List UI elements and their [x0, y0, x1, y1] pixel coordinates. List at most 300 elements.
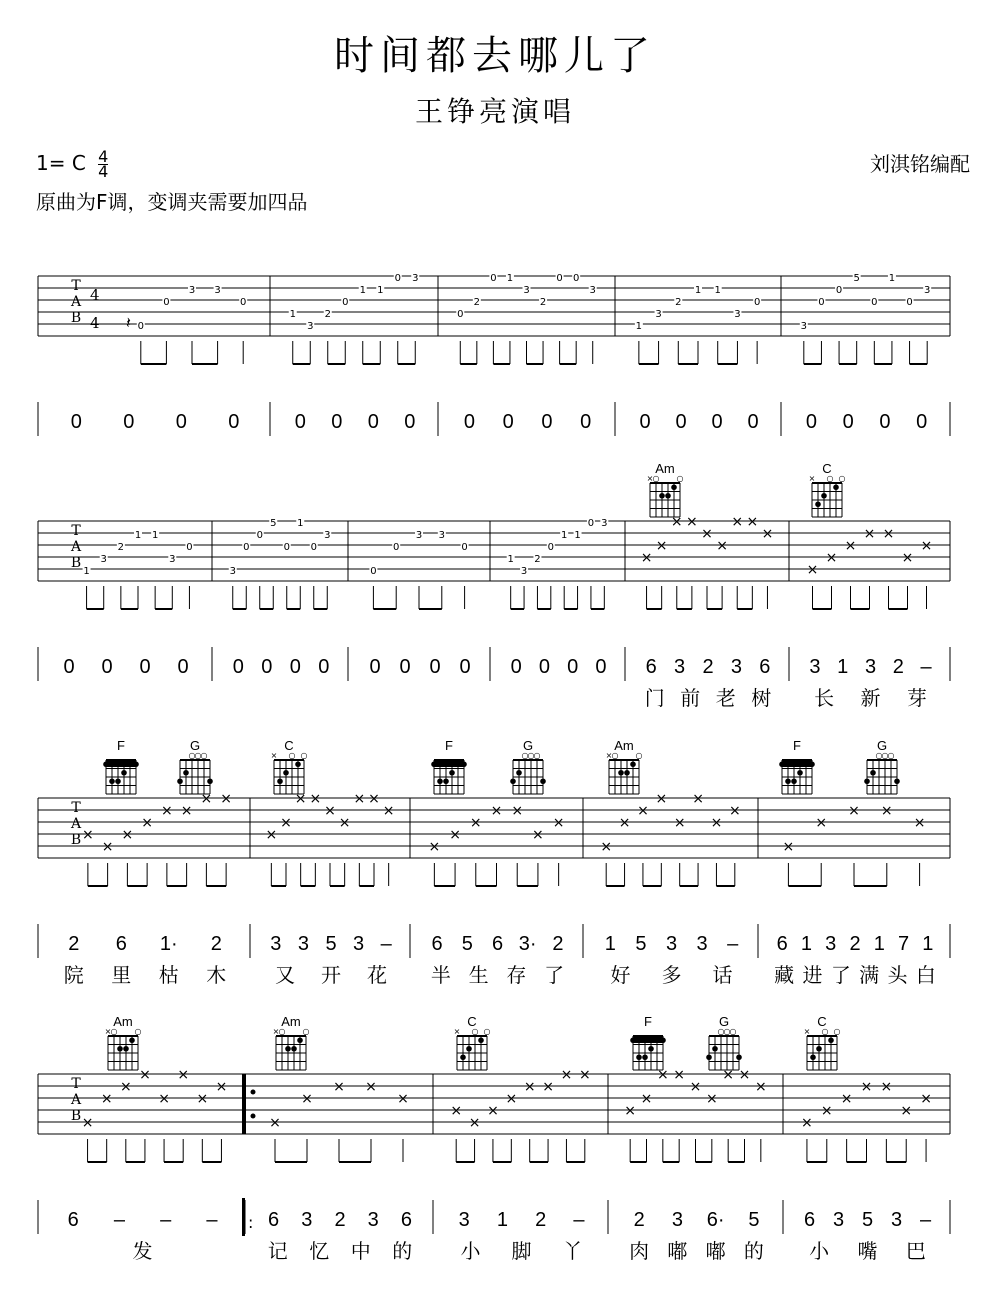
repeat-jianpu-dots: :: [248, 1213, 254, 1232]
jianpu-note: 0: [639, 411, 651, 433]
tab-clef-letter: A: [70, 816, 82, 832]
tab-x-note: ×: [280, 815, 292, 831]
tab-x-note: ×: [397, 1091, 409, 1107]
jianpu-note: 0: [261, 656, 273, 678]
tab-x-note: ×: [722, 1067, 735, 1083]
chord-diagram-am: [606, 738, 643, 794]
tab-fret-number: 0: [547, 542, 554, 553]
mute-mark: ×: [605, 751, 613, 760]
open-mark: ○: [134, 1027, 142, 1036]
jianpu-note: 0: [463, 411, 475, 433]
lyric-char: 新: [860, 686, 881, 710]
tab-clef-letter: T: [71, 800, 81, 816]
jianpu-note: 1: [604, 933, 616, 955]
lyric-char: 老: [715, 686, 736, 710]
tab-fret-number: 3: [438, 530, 445, 541]
repeat-dot: [251, 1114, 256, 1119]
tab-x-note: ×: [365, 1079, 377, 1095]
chord-name: G: [876, 738, 888, 753]
tab-fret-number: 0: [240, 297, 247, 308]
jianpu-note: 0: [916, 411, 928, 433]
tab-fret-number: 3: [307, 321, 314, 332]
lyric-char: 头: [887, 963, 908, 987]
lyric-char: 发: [132, 1239, 153, 1263]
finger-dot: [109, 778, 115, 784]
jianpu-note: 2: [702, 656, 714, 678]
tab-x-note: ×: [689, 1079, 702, 1095]
jianpu-note: 3: [353, 933, 365, 955]
jianpu-note: 6: [400, 1209, 412, 1231]
chord-diagram-f: [103, 738, 139, 794]
jianpu-note: 0: [459, 656, 471, 678]
finger-dot: [659, 493, 665, 499]
open-mark: ○: [723, 1027, 731, 1036]
open-mark: ○: [278, 1027, 286, 1036]
jianpu-note: 2: [334, 1209, 346, 1231]
tab-x-note: ×: [900, 1103, 913, 1119]
lyric-char: 嘴: [857, 1239, 878, 1263]
lyric-char: 芽: [906, 686, 927, 710]
mute-mark: ×: [453, 1027, 461, 1036]
tab-fret-number: 0: [243, 542, 250, 553]
tab-fret-number: 3: [324, 530, 331, 541]
jianpu-note: –: [160, 1209, 172, 1231]
tab-clef-letter: T: [71, 523, 81, 539]
tab-x-note: ×: [692, 791, 704, 807]
finger-dot: [618, 770, 624, 776]
finger-dot: [123, 1046, 129, 1052]
lyric-char: 了: [544, 963, 565, 987]
lyric-char: 话: [712, 963, 733, 987]
tab-fret-number: 3: [589, 285, 596, 296]
repeat-jianpu-line: [242, 1198, 245, 1236]
system-1: [38, 273, 950, 436]
jianpu-note: 2: [552, 933, 564, 955]
tab-fret-number: 0: [342, 297, 349, 308]
jianpu-note: 2: [633, 1209, 645, 1231]
open-mark: ○: [302, 1027, 310, 1036]
finger-dot: [630, 1037, 636, 1043]
jianpu-note: 0: [842, 411, 854, 433]
tab-fret-number: 3: [169, 554, 176, 565]
tab-fret-number: 2: [675, 297, 682, 308]
tab-x-note: ×: [901, 550, 914, 566]
tab-clef-letter: T: [71, 278, 81, 294]
jianpu-note: 3: [809, 656, 821, 678]
finger-dot: [460, 1054, 466, 1060]
time-numerator: 4: [98, 147, 109, 166]
tab-fret-number: 3: [412, 273, 419, 284]
open-mark: ○: [887, 751, 895, 760]
tab-x-note: ×: [860, 1079, 873, 1095]
lyric-char: 长: [814, 686, 835, 710]
lyric-char: 前: [680, 686, 701, 710]
jianpu-note: 3: [301, 1209, 313, 1231]
tab-x-note: ×: [738, 1067, 751, 1083]
finger-dot: [648, 1046, 654, 1052]
tab-x-note: ×: [220, 791, 232, 807]
jianpu-note: 5: [635, 933, 647, 955]
finger-dot: [133, 761, 139, 767]
tab-x-note: ×: [177, 1067, 190, 1083]
jianpu-note: 0: [294, 411, 306, 433]
chord-diagram-am: [273, 1014, 310, 1070]
tab-fret-number: 0: [370, 566, 377, 577]
tab-fret-number: 0: [137, 321, 144, 332]
jianpu-note: 1: [837, 656, 849, 678]
chord-name: F: [117, 738, 125, 753]
jianpu-note: 3: [890, 1209, 903, 1231]
tab-x-note: ×: [705, 1091, 718, 1107]
lyric-char: 门: [644, 686, 665, 710]
jianpu-note: –: [573, 1209, 585, 1231]
jianpu-note: 1: [496, 1209, 508, 1231]
tab-x-note: ×: [716, 538, 728, 554]
jianpu-note: 1: [873, 933, 885, 955]
lyric-char: 好: [610, 963, 631, 987]
tab-fret-number: 0: [461, 542, 468, 553]
finger-dot: [785, 778, 791, 784]
tab-x-note: ×: [686, 514, 698, 530]
tab-x-note: ×: [882, 526, 895, 542]
tab-fret-number: 1: [377, 285, 384, 296]
tab-fret-number: 0: [906, 297, 913, 308]
open-mark: ○: [483, 1027, 491, 1036]
tab-clef-letter: A: [70, 1092, 82, 1108]
tab-x-note: ×: [511, 803, 524, 819]
tab-x-note: ×: [880, 1079, 893, 1095]
jianpu-note: 5: [861, 1209, 874, 1231]
open-mark: ○: [194, 751, 202, 760]
tab-x-note: ×: [532, 827, 544, 843]
barre-mark: [104, 761, 138, 767]
open-mark: ○: [826, 474, 834, 483]
tab-fret-number: 1: [694, 285, 702, 296]
finger-dot: [642, 1054, 648, 1060]
finger-dot: [510, 778, 516, 784]
tab-x-note: ×: [523, 1079, 536, 1095]
jianpu-note: –: [206, 1209, 218, 1231]
tab-x-note: ×: [353, 791, 366, 807]
jianpu-note: –: [727, 933, 739, 955]
tab-fret-number: 0: [163, 297, 170, 308]
tab-fret-number: 0: [818, 297, 825, 308]
tab-x-note: ×: [848, 803, 860, 819]
tab-x-note: ×: [450, 1103, 463, 1119]
finger-dot: [177, 778, 183, 784]
finger-dot: [129, 1037, 135, 1043]
lyric-char: 又: [275, 963, 295, 987]
tab-fret-number: 0: [457, 309, 464, 320]
finger-dot: [516, 770, 522, 776]
tab-x-note: ×: [673, 1067, 686, 1083]
jianpu-note: 1: [922, 933, 934, 955]
finger-dot: [115, 778, 121, 784]
tab-fret-number: 5: [270, 518, 277, 529]
tab-x-note: ×: [728, 803, 741, 819]
chord-name: F: [445, 738, 453, 753]
chord-diagram-g: [864, 738, 900, 794]
chord-name: Am: [614, 738, 634, 753]
finger-dot: [660, 1037, 666, 1043]
tab-x-note: ×: [825, 550, 838, 566]
chord-name: C: [467, 1014, 477, 1029]
tab-x-note: ×: [840, 1091, 853, 1107]
tab-x-note: ×: [542, 1079, 554, 1095]
tab-x-note: ×: [161, 803, 173, 819]
chord-name: Am: [113, 1014, 133, 1029]
tab-fret-number: 3: [800, 321, 807, 332]
tab-fret-number: 0: [393, 542, 400, 553]
chord-diagram-am: [647, 461, 684, 517]
tab-fret-number: 1: [83, 566, 90, 577]
chord-name: C: [284, 738, 294, 753]
tab-fret-number: 0: [394, 273, 401, 284]
jianpu-note: 6: [431, 933, 443, 955]
tab-fret-number: 0: [871, 297, 878, 308]
jianpu-note: 0: [367, 411, 379, 433]
tab-fret-number: 1: [134, 530, 142, 541]
mute-mark: ×: [803, 1027, 811, 1036]
open-mark: ○: [471, 1027, 479, 1036]
mute-mark: ×: [808, 474, 816, 483]
tab-x-note: ×: [655, 791, 668, 807]
lyric-char: 半: [430, 963, 451, 987]
tab-fret-number: 0: [310, 542, 317, 553]
jianpu-note: 7: [898, 933, 910, 955]
jianpu-note: 3: [671, 1209, 683, 1231]
tab-fret-number: 0: [556, 273, 563, 284]
chord-diagram-am: [105, 1014, 142, 1070]
finger-dot: [791, 778, 797, 784]
tab-clef-letter: A: [70, 539, 82, 555]
chord-diagram-g: [510, 738, 546, 794]
tab-x-note: ×: [139, 1067, 151, 1083]
tab-x-note: ×: [913, 815, 926, 831]
chord-diagram-c: [454, 1014, 491, 1070]
tab-fret-number: 3: [734, 309, 741, 320]
jianpu-note: 3: [665, 933, 678, 955]
jianpu-note: 0: [510, 656, 522, 678]
jianpu-note: 0: [228, 411, 240, 433]
tab-x-note: ×: [368, 791, 380, 807]
lyric-char: 院: [63, 963, 84, 987]
tab-clef-letter: B: [70, 1108, 82, 1124]
tab-x-note: ×: [637, 803, 649, 819]
jianpu-note: 6: [268, 1209, 280, 1231]
jianpu-note: 0: [747, 411, 759, 433]
tab-fret-number: 0: [587, 518, 595, 529]
jianpu-note: –: [113, 1209, 125, 1231]
finger-dot: [671, 484, 677, 490]
tab-x-note: ×: [196, 1091, 209, 1107]
lyric-char: 小: [809, 1239, 830, 1263]
lyric-char: 木: [206, 963, 227, 987]
finger-dot: [117, 1046, 123, 1052]
tab-fret-number: 0: [753, 297, 761, 308]
finger-dot: [127, 761, 133, 767]
tab-x-note: ×: [801, 1115, 813, 1131]
open-mark: ○: [300, 751, 308, 760]
tab-x-note: ×: [309, 791, 322, 807]
tab-x-note: ×: [920, 538, 933, 554]
finger-dot: [815, 501, 821, 507]
tab-x-note: ×: [820, 1103, 833, 1119]
lyric-char: 了: [830, 963, 851, 987]
finger-dot: [285, 1046, 291, 1052]
tab-fret-number: 3: [924, 285, 931, 296]
tab-x-note: ×: [806, 562, 819, 578]
chord-diagram-c: [809, 461, 846, 517]
repeat-thick-line: [242, 1074, 246, 1134]
open-mark: ○: [717, 1027, 725, 1036]
tab-x-note: ×: [844, 538, 857, 554]
tab-clef-letter: A: [70, 294, 82, 310]
lyric-char: 肉: [629, 1239, 650, 1263]
tab-x-note: ×: [618, 815, 631, 831]
tab-x-note: ×: [141, 815, 153, 831]
tab-x-note: ×: [265, 827, 278, 843]
finger-dot: [183, 770, 189, 776]
jianpu-note: 0: [595, 656, 607, 678]
jianpu-note: 3: [864, 656, 877, 678]
tab-x-note: ×: [552, 815, 565, 831]
tab-fret-number: 1: [507, 554, 514, 565]
finger-dot: [870, 770, 876, 776]
tab-x-note: ×: [158, 1091, 170, 1107]
tab-fret-number: 5: [853, 273, 860, 284]
finger-dot: [833, 484, 839, 490]
finger-dot: [779, 761, 785, 767]
tab-x-note: ×: [490, 803, 503, 819]
tab-fret-number: 2: [324, 309, 331, 320]
jianpu-note: –: [919, 1209, 932, 1231]
jianpu-note: 3·: [518, 933, 537, 955]
jianpu-note: –: [380, 933, 392, 955]
finger-dot: [706, 1054, 712, 1060]
chord-name: Am: [655, 461, 675, 476]
tab-fret-number: 3: [214, 285, 221, 296]
lyric-char: 丫: [562, 1239, 583, 1263]
chord-diagram-f: [431, 738, 467, 794]
tab-fret-number: 0: [490, 273, 497, 284]
tab-x-note: ×: [428, 839, 441, 855]
tab-x-note: ×: [600, 839, 613, 855]
tab-x-note: ×: [449, 827, 461, 843]
tab-fret-number: 0: [572, 273, 580, 284]
mute-mark: ×: [272, 1027, 280, 1036]
jianpu-note: 2: [535, 1209, 547, 1231]
finger-dot: [894, 778, 900, 784]
tab-x-note: ×: [200, 791, 213, 807]
lyric-char: 嘟: [667, 1239, 688, 1263]
tab-fret-number: 2: [117, 542, 125, 553]
tab-clef-letter: B: [70, 310, 82, 326]
lyric-char: 生: [468, 963, 489, 987]
jianpu-note: 5: [748, 1209, 760, 1231]
jianpu-note: 2: [68, 933, 80, 955]
jianpu-note: 3: [674, 656, 686, 678]
jianpu-note: 3: [458, 1209, 470, 1231]
jianpu-note: 3: [832, 1209, 845, 1231]
open-mark: ○: [676, 474, 684, 483]
tab-x-note: ×: [215, 1079, 228, 1095]
tab-x-note: ×: [294, 791, 307, 807]
jianpu-note: 0: [139, 656, 151, 678]
tab-x-note: ×: [731, 514, 744, 530]
tab-x-note: ×: [338, 815, 351, 831]
jianpu-note: 0: [123, 411, 135, 433]
tab-x-note: ×: [100, 1091, 113, 1107]
lyric-char: 小: [460, 1239, 481, 1263]
tab-x-note: ×: [701, 526, 713, 542]
tab-fret-number: 1: [635, 321, 643, 332]
song-title: 时间都去哪儿了: [334, 33, 656, 79]
tab-fret-number: 1: [561, 530, 568, 541]
lyric-char: 开: [321, 963, 341, 987]
tab-x-note: ×: [782, 839, 795, 855]
chord-name: G: [189, 738, 201, 753]
finger-dot: [461, 761, 467, 767]
tab-fret-number: 2: [534, 554, 541, 565]
jianpu-note: 0: [63, 656, 75, 678]
lyric-char: 藏: [774, 963, 795, 987]
jianpu-note: 0: [429, 656, 441, 678]
chord-diagram-g: [177, 738, 213, 794]
jianpu-note: 3: [730, 656, 742, 678]
tab-x-note: ×: [920, 1091, 932, 1107]
tab-x-note: ×: [560, 1067, 573, 1083]
tab-clef-letter: T: [71, 1076, 81, 1092]
open-mark: ○: [652, 474, 660, 483]
jianpu-note: 6: [803, 1209, 816, 1231]
tab-x-note: ×: [640, 1091, 653, 1107]
tab-fret-number: 1: [888, 273, 896, 284]
singer-credit: 王铮亮演唱: [414, 95, 575, 128]
tab-x-note: ×: [301, 1091, 313, 1107]
tab-fret-number: 1: [574, 530, 581, 541]
tab-x-note: ×: [670, 514, 683, 530]
open-mark: ○: [110, 1027, 118, 1036]
finger-dot: [207, 778, 213, 784]
finger-dot: [295, 761, 301, 767]
open-mark: ○: [527, 751, 535, 760]
jianpu-note: 3: [825, 933, 837, 955]
jianpu-note: 0: [805, 411, 817, 433]
tab-x-note: ×: [269, 1115, 281, 1131]
barre-mark: [631, 1037, 665, 1043]
finger-dot: [478, 1037, 484, 1043]
tab-fret-number: 2: [473, 297, 481, 308]
finger-dot: [103, 761, 109, 767]
system-3: [38, 791, 950, 987]
tab-x-note: ×: [624, 1103, 637, 1119]
tab-fret-number: 3: [415, 530, 423, 541]
chord-diagram-f: [630, 1014, 666, 1070]
lyric-char: 存: [506, 963, 527, 987]
tab-fret-number: 0: [256, 530, 263, 541]
finger-dot: [810, 1054, 816, 1060]
jianpu-note: 2: [849, 933, 861, 955]
jianpu-note: 0: [331, 411, 343, 433]
finger-dot: [736, 1054, 742, 1060]
tab-x-note: ×: [505, 1091, 518, 1107]
tab-x-note: ×: [382, 803, 395, 819]
tab-x-note: ×: [81, 1115, 94, 1131]
open-mark: ○: [533, 751, 541, 760]
chord-name: G: [718, 1014, 730, 1029]
tab-fret-number: 1: [151, 530, 159, 541]
